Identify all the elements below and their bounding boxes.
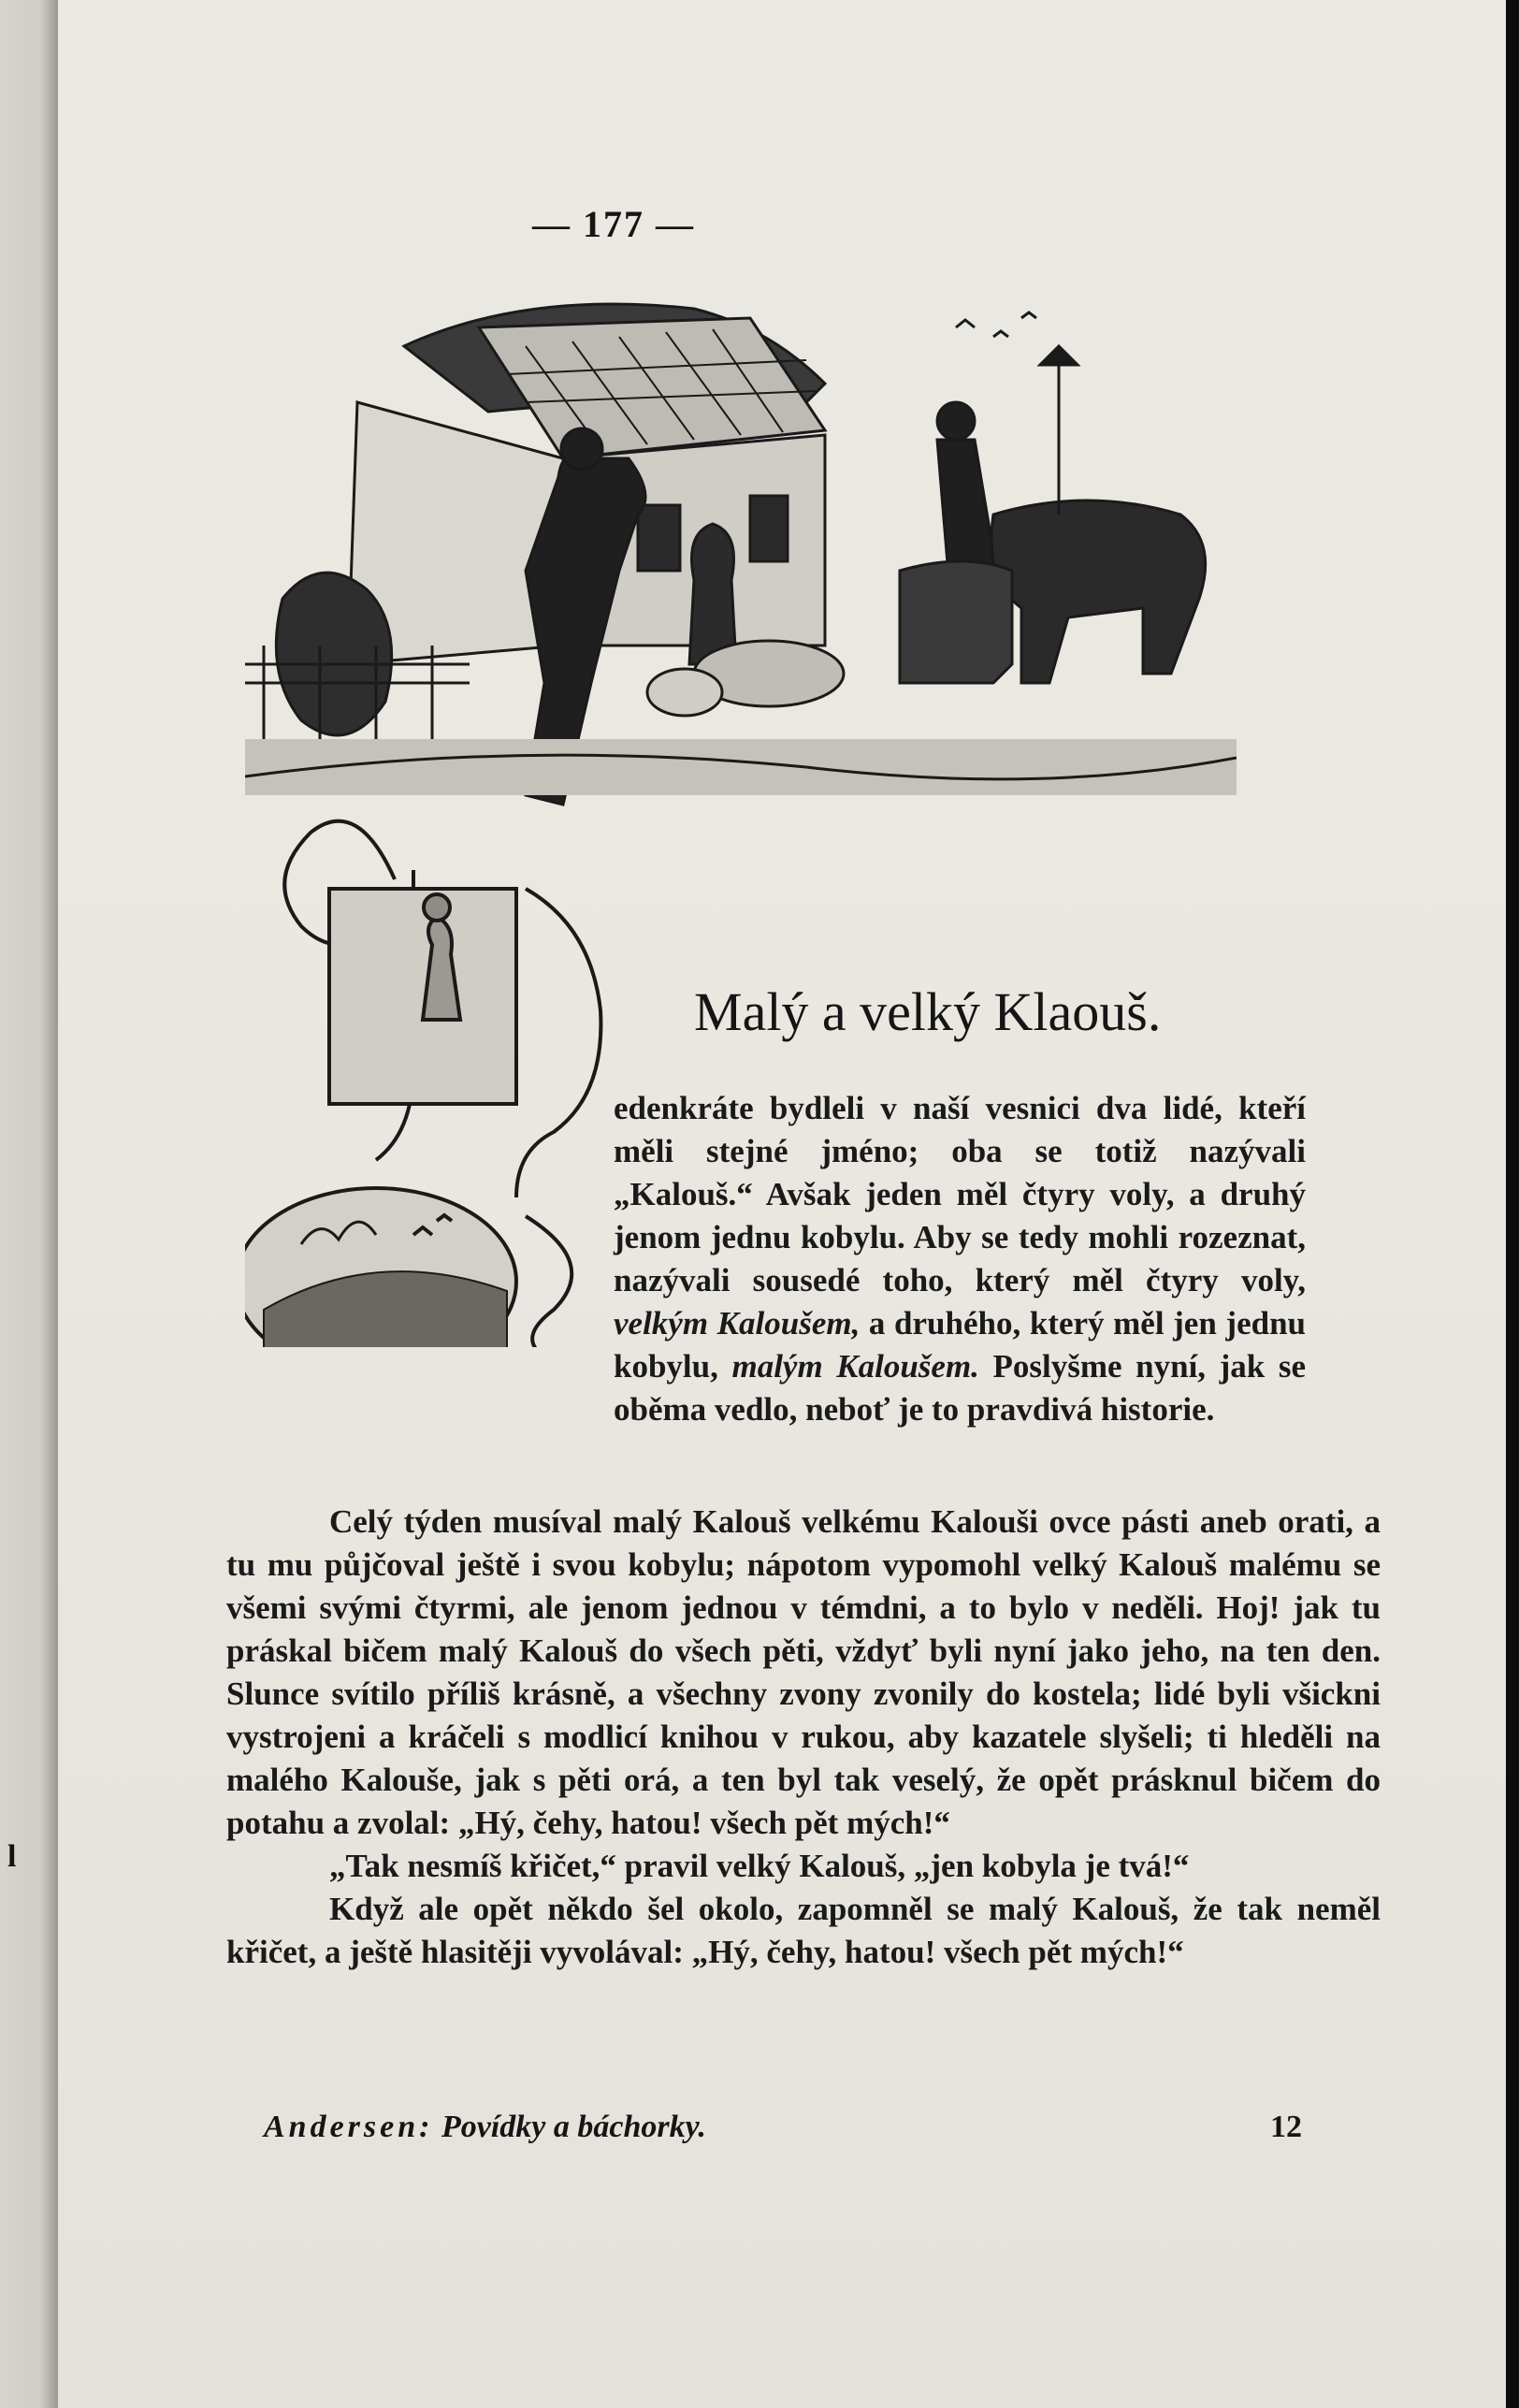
signature-mark: 12 bbox=[1270, 2110, 1302, 2144]
intro-text-3: Poslyšme nyní, jak se oběma vedlo, neboť je to pravdivá historie. bbox=[614, 1348, 1307, 1428]
intro-paragraph bbox=[614, 1087, 1306, 1431]
story-title bbox=[694, 980, 1161, 1043]
page-footer bbox=[264, 2110, 1302, 2145]
book-page bbox=[58, 0, 1506, 2408]
footer-book-title: Povídky a báchorky. bbox=[441, 2110, 706, 2144]
body-text bbox=[226, 1501, 1381, 1974]
intro-text-1: edenkráte bydleli v naší vesnici dva lidé, kteří měli stejné jméno; oba se totiž nazývali „Kalouš.“ Avšak jeden měl čtyry voly, a druhý jenom jednu kobylu. Aby se tedy mohli rozeznat, nazývali sousedé toho, který měl čtyry voly, bbox=[614, 1090, 1306, 1298]
footer-author: Andersen: bbox=[264, 2110, 434, 2144]
body-paragraph: Když ale opět někdo šel okolo, zapomněl se malý Kalouš, že tak neměl křičet, a ještě hlasitěji vyvolával: „Hý, čehy, hatou! všech pět mých!“ bbox=[226, 1891, 1381, 1970]
intro-emphasis-maly: malým Kaloušem. bbox=[731, 1348, 979, 1385]
intro-text-2: a druhého, který měl jen jednu kobylu, bbox=[614, 1305, 1306, 1385]
intro-emphasis-velky: velkým Kaloušem, bbox=[614, 1305, 861, 1342]
body-paragraph: Celý týden musíval malý Kalouš velkému Kalouši ovce pásti aneb orati, a tu mu půjčoval ještě i svou kobylu; nápotom vypomohl velký Kalouš malému se všemi svými čtyrmi, ale jenom jednou v témdni, a to bylo v neděli. Hoj! jak tu práskal bičem malý Kalouš do všech pěti, vždyť byli nyní jako jeho, na ten den. Slunce svítilo příliš krásně, a všechny zvony zvonily do kostela; lidé byli všickni vystrojeni a kráčeli s modlicí knihou v rukou, aby kazatele slyšeli; ti hleděli na malého Kalouše, jak s pěti orá, a ten byl tak veselý, že opět prásknul bičem do potahu a zvolal: „Hý, čehy, hatou! všech pět mých!“ bbox=[226, 1503, 1381, 1841]
margin-mark: l bbox=[7, 1839, 17, 1874]
story-title-text: Malý a velký Klaouš. bbox=[694, 981, 1162, 1042]
adjacent-page-edge bbox=[0, 0, 58, 2408]
body-paragraph: „Tak nesmíš křičet,“ pravil velký Kalouš, „jen kobyla je tvá!“ bbox=[329, 1848, 1190, 1884]
page-number: — 177 — bbox=[532, 203, 695, 245]
